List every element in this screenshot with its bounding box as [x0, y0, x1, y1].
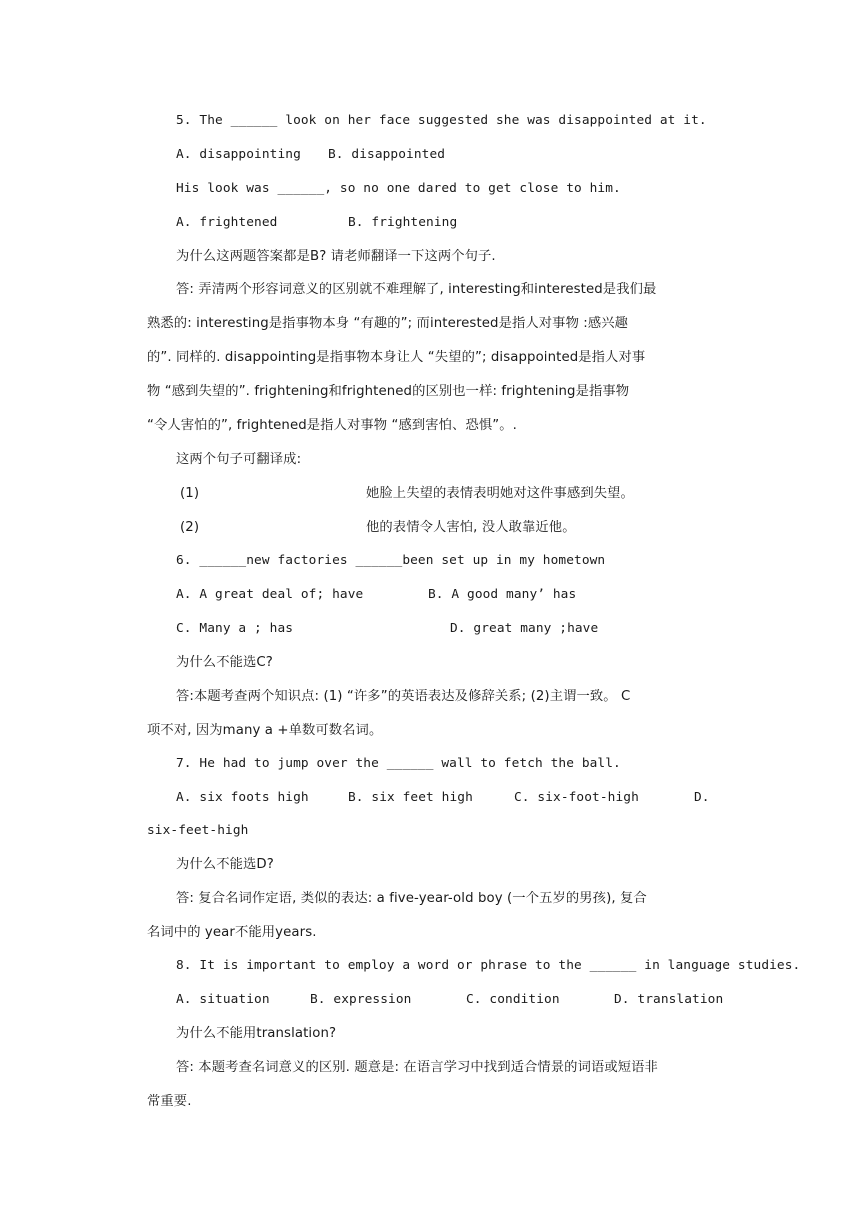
q5-options-2 — [176, 214, 676, 232]
q8-ask: 为什么不能用translation? — [176, 1026, 337, 1041]
q6-answer-line: 项不对, 因为many a +单数可数名词。 — [147, 723, 383, 738]
q6-options-row-1 — [176, 586, 736, 604]
q7-answer-line: 答: 复合名词作定语, 类似的表达: a five-year-old boy (一个五岁的男孩), 复合 — [176, 891, 647, 906]
q7-option-b: B. six feet high — [348, 790, 473, 805]
q8-option-c: C. condition — [466, 992, 560, 1007]
q6-options-row-2 — [176, 620, 736, 638]
q6-option-d: D. great many ;have — [450, 621, 599, 636]
q8-options — [176, 991, 736, 1009]
q8-option-d: D. translation — [614, 992, 724, 1007]
translation-text: 他的表情令人害怕, 没人敢靠近他。 — [366, 520, 576, 535]
q6-option-c: C. Many a ; has — [176, 621, 294, 636]
q6-ask: 为什么不能选C? — [176, 655, 273, 670]
q5-options — [176, 146, 676, 164]
q5-option-b: B. disappointed — [328, 147, 446, 162]
q5-2-option-b: B. frightening — [348, 215, 458, 230]
translation-number: (2) — [180, 520, 200, 535]
q6-question: 6. ______new factories ______been set up in my hometown — [176, 553, 606, 568]
translation-number: (1) — [180, 486, 200, 501]
q5-ask: 为什么这两题答案都是B? 请老师翻译一下这两个句子. — [176, 249, 496, 264]
q5-answer-line: 的”. 同样的. disappointing是指事物本身让人 “失望的”; disappointed是指人对事 — [147, 350, 646, 365]
q5-question-2: His look was ______, so no one dared to get close to him. — [176, 181, 621, 196]
q5-answer-line: 熟悉的: interesting是指事物本身 “有趣的”; 而interested是指人对事物 :感兴趣 — [147, 316, 629, 331]
q8-answer-line: 答: 本题考查名词意义的区别. 题意是: 在语言学习中找到适合情景的词语或短语非 — [176, 1060, 658, 1075]
q6-option-a: A. A great deal of; have — [176, 587, 364, 602]
q6-answer-line: 答:本题考查两个知识点: (1) “许多”的英语表达及修辞关系; (2)主谓一致。 C — [176, 689, 631, 704]
q7-option-d-text: six-feet-high — [147, 823, 249, 838]
q5-translate-intro: 这两个句子可翻译成: — [176, 452, 302, 467]
q7-option-a: A. six foots high — [176, 790, 309, 805]
q7-question: 7. He had to jump over the ______ wall to fetch the ball. — [176, 756, 621, 771]
q7-options — [176, 789, 716, 807]
q5-answer-line: 物 “感到失望的”. frightening和frightened的区别也一样: frightening是指事物 — [147, 384, 630, 399]
q5-answer-line: “令人害怕的”, frightened是指人对事物 “感到害怕、恐惧”。. — [147, 418, 517, 433]
q5-translation-row — [176, 519, 736, 537]
q5-2-option-a: A. frightened — [176, 215, 278, 230]
q8-answer-line: 常重要. — [147, 1094, 192, 1109]
q7-option-c: C. six-foot-high — [514, 790, 639, 805]
q8-question: 8. It is important to employ a word or phrase to the ______ in language studies. — [176, 958, 801, 973]
q8-option-a: A. situation — [176, 992, 270, 1007]
q5-translation-row — [176, 485, 736, 503]
q7-option-d: D. — [694, 790, 710, 805]
q5-question: 5. The ______ look on her face suggested she was disappointed at it. — [176, 113, 707, 128]
q5-answer-line: 答: 弄清两个形容词意义的区别就不难理解了, interesting和interested是我们最 — [176, 282, 657, 297]
translation-text: 她脸上失望的表情表明她对这件事感到失望。 — [366, 486, 634, 501]
q7-answer-line: 名词中的 year不能用years. — [147, 925, 317, 940]
q8-option-b: B. expression — [310, 992, 412, 1007]
q5-option-a: A. disappointing — [176, 147, 301, 162]
q7-ask: 为什么不能选D? — [176, 857, 274, 872]
q6-option-b: B. A good many’ has — [428, 587, 577, 602]
